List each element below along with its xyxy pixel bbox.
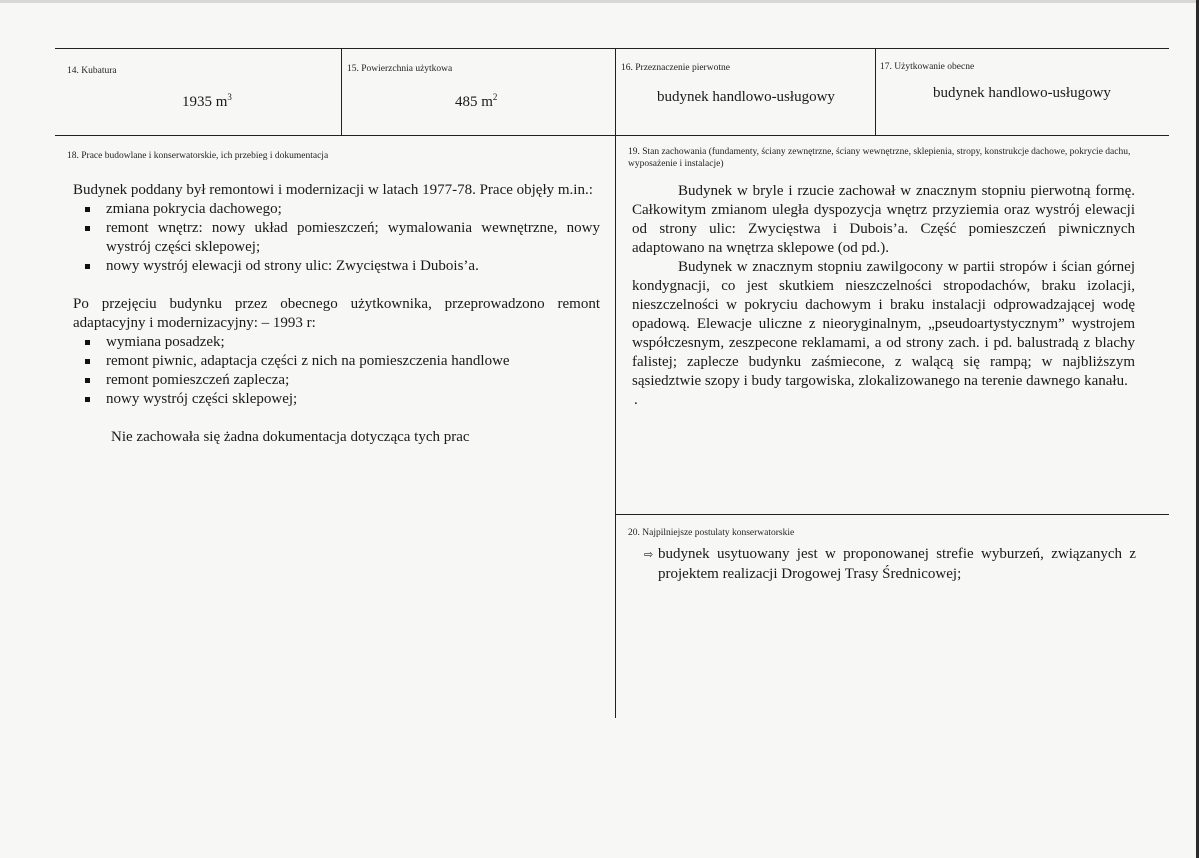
section-18-body [73,181,600,447]
section-20-body [644,545,1136,584]
section-18-note: Nie zachowała się żadna dokumentacja dotycząca tych prac [111,429,470,445]
section-18-label: 18. Prace budowlane i konserwatorskie, ich przebieg i dokumentacja [67,151,329,161]
arrow-right-icon: ⇨ [644,549,654,561]
section-19-20-divider [615,514,1169,515]
field-17-label: 17. Użytkowanie obecne [880,62,975,72]
list-item: remont piwnic, adaptacja części z nich na pomieszczenia handlowe [73,352,600,371]
section-18-list-1 [73,200,600,276]
field-14-label: 14. Kubatura [67,66,117,76]
section-18-intro-2: Po przejęciu budynku przez obecnego użytkownika, przeprowadzono remont adaptacyjny i modernizacyjny: – 1993 r: [73,296,600,331]
field-14-value: 1935 $m^3$ [182,92,232,110]
section-19-label: 19. Stan zachowania (fundamenty, ściany zewnętrzne, ściany wewnętrzne, sklepienia, stropy, konstrukcje dachowe, pokrycie dachu, wyposażenie i instalacje) [628,147,1131,169]
field-15-value: 485 $m^2$ [455,92,498,110]
top-border [55,48,1169,49]
list-item: remont pomieszczeń zaplecza; [73,371,600,390]
section-20-label: 20. Najpilniejsze postulaty konserwatorskie [628,528,795,538]
section-19-paragraph-1: Budynek w bryle i rzucie zachował w znacznym stopniu pierwotną formę. Całkowitym zmianom uległa dyspozycja wnętrz przyziemia oraz wystrój elewacji od strony ulic: Zwycięstwa i Dubois’a. Część pomieszczeń piwnicznych adaptowano na wnętrza sklepowe (od pd.). [632,183,1135,256]
list-item: remont wnętrz: nowy układ pomieszczeń; wymalowania wewnętrzne, nowy wystrój części sklepowej; [73,219,600,257]
section-20-text: budynek usytuowany jest w proponowanej strefie wyburzeń, związanych z projektem realizacji Drogowej Trasy Średnicowej; [658,546,1136,582]
list-item: nowy wystrój części sklepowej; [73,390,600,409]
row-divider [55,135,1169,136]
section-18-intro: Budynek poddany był remontowi i modernizacji w latach 1977-78. Prace objęły m.in.: [73,182,593,198]
field-17-value: budynek handlowo-usługowy [933,85,1111,101]
section-19-dot: . [634,392,638,408]
col-divider-16-17 [875,48,876,136]
list-item: nowy wystrój elewacji od strony ulic: Zwycięstwa i Dubois’a. [73,257,600,276]
section-18-list-2 [73,333,600,409]
section-19-body [632,182,1135,410]
field-16-label: 16. Przeznaczenie pierwotne [621,63,730,73]
field-15-label: 15. Powierzchnia użytkowa [347,64,453,74]
list-item: zmiana pokrycia dachowego; [73,200,600,219]
col-divider-main [615,48,616,718]
col-divider-14-15 [341,48,342,136]
scan-top-edge [0,0,1199,3]
list-item: wymiana posadzek; [73,333,600,352]
field-16-value: budynek handlowo-usługowy [657,89,835,105]
section-19-paragraph-2: Budynek w znacznym stopniu zawilgocony w partii stropów i ścian górnej kondygnacji, co jest skutkiem nieszczelności stropodachów, braku izolacji, nieszczelności w pokryciu dachowym i braku instalacji odprowadzającej wodę opadową. Elewacje uliczne z nieoryginalnym, „pseudoartystycznym” wystrojem współczesnym, zeszpecone reklamami, a od strony zach. i pd. balustradą z blachy falistej; zaplecze budynku zaśmiecone, z walącą się rampą; w najbliższym sąsiedztwie szopy i budy targowiska, zlokalizowanego na terenie dawnego kanału. [632,259,1135,389]
